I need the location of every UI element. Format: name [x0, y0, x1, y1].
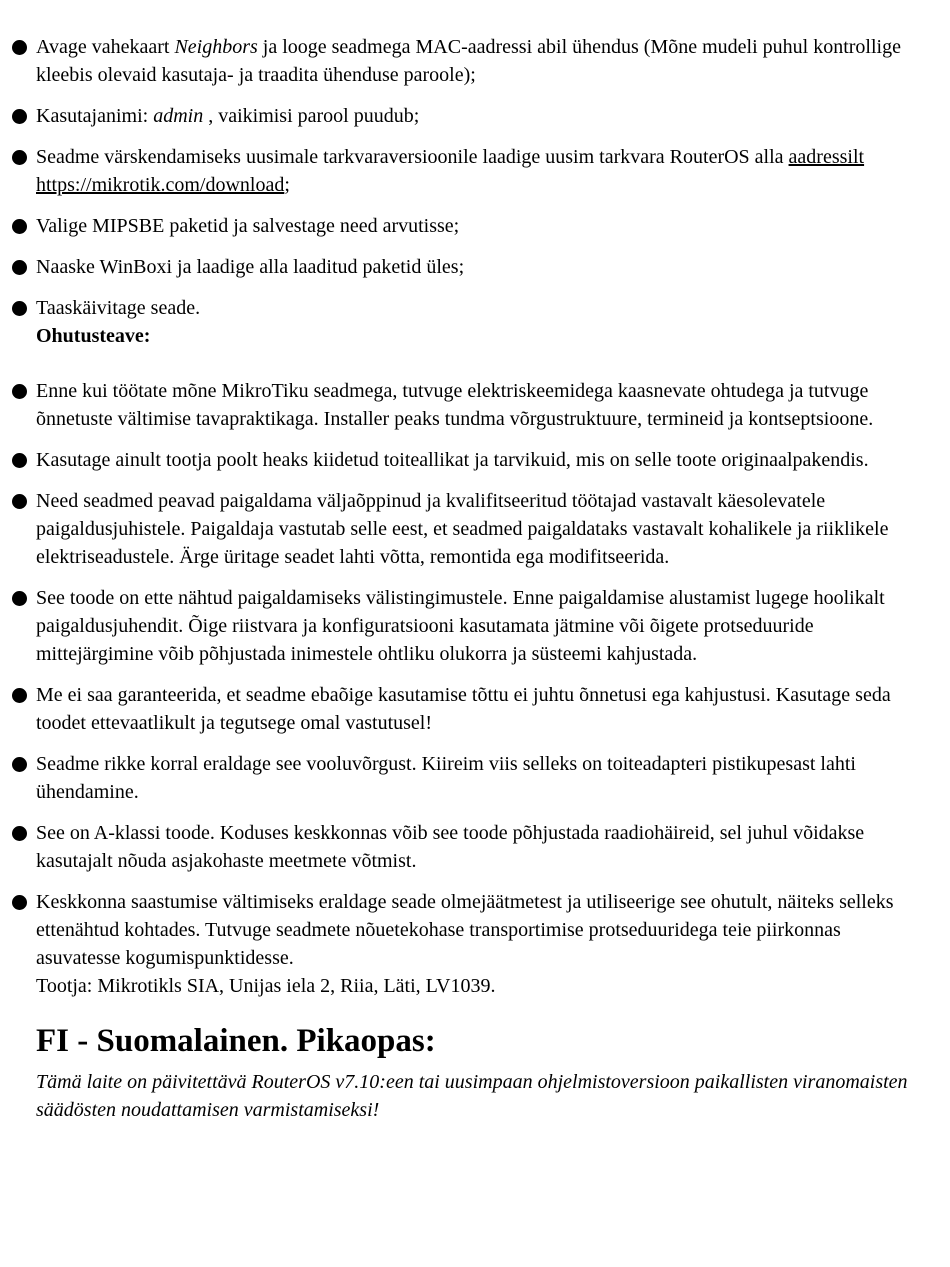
safety-heading: Ohutusteave: — [36, 325, 151, 347]
step-text: Valige MIPSBE paketid ja salvestage need arvutisse; — [36, 215, 460, 237]
bullet-icon — [12, 494, 27, 509]
bullet-icon — [12, 757, 27, 772]
safety-text: Kasutage ainult tootja poolt heaks kiidetud toiteallikat ja tarvikuid, mis on selle toote originaalpakendis. — [36, 449, 869, 471]
list-item — [0, 377, 950, 433]
step-text: Seadme värskendamiseks uusimale tarkvaraversioonile laadige uusim tarkvara RouterOS alla — [36, 146, 789, 168]
section-title: FI - Suomalainen. Pikaopas: — [36, 1023, 436, 1059]
safety-text: Me ei saa garanteerida, et seadme ebaõige kasutamise tõttu ei juhtu õnnetusi ega kahjustusi. Kasutage seda toodet ettevaatlikult ja tegutsege omal vastutusel! — [36, 684, 891, 734]
list-item — [0, 294, 950, 350]
list-item — [0, 819, 950, 875]
step-emphasis: Neighbors — [174, 36, 258, 58]
safety-text: Keskkonna saastumise vältimiseks eraldage seade olmejäätmetest ja utiliseerige see ohutult, näiteks selleks ettenähtud kohtades. Tutvuge seadmete nõuetekohase transportimise protseduuridega teie piirkonnas asuvatesse kogumispunktidesse. — [36, 891, 894, 969]
step-text: Avage vahekaart — [36, 36, 175, 58]
update-notice: Tämä laite on päivitettävä RouterOS v7.10:een tai uusimpaan ohjelmistoversioon paikallisten viranomaisten säädösten noudattamisen varmistamiseksi! — [36, 1071, 908, 1121]
bullet-icon — [12, 219, 27, 234]
bullet-icon — [12, 109, 27, 124]
spacer — [0, 363, 950, 377]
list-item — [0, 102, 950, 130]
step-text: Kasutajanimi: — [36, 105, 154, 127]
list-item — [0, 888, 950, 1000]
list-item — [0, 446, 950, 474]
download-link[interactable]: aadressilt https://mikrotik.com/download — [36, 146, 865, 196]
safety-list — [0, 377, 950, 1000]
bullet-icon — [12, 150, 27, 165]
bullet-icon — [12, 826, 27, 841]
step-text: Naaske WinBoxi ja laadige alla laaditud paketid üles; — [36, 256, 465, 278]
list-item — [0, 212, 950, 240]
manufacturer-address: Tootja: Mikrotikls SIA, Unijas iela 2, Riia, Läti, LV1039. — [36, 975, 496, 997]
list-item — [0, 253, 950, 281]
step-text: ja looge seadmega MAC-aadressi abil ühendus (Mõne mudeli puhul kontrollige kleebis olevaid kasutaja- ja traadita ühenduse paroole); — [36, 36, 901, 86]
list-item — [0, 750, 950, 806]
step-text: Taaskäivitage seade. — [36, 297, 201, 319]
list-item — [0, 584, 950, 668]
safety-text: Need seadmed peavad paigaldama väljaõppinud ja kvalifitseeritud töötajad vastavalt käesolevatele paigaldusjuhistele. Paigaldaja vastutab selle eest, et seadmed paigaldataks vastavalt kohalikele ja riiklikele elektriseadustele. Ärge üritage seadet lahti võtta, remontida ega modifitseerida. — [36, 490, 889, 568]
safety-text: See on A-klassi toode. Koduses keskkonnas võib see toode põhjustada raadiohäireid, sel juhul võidakse kasutajalt nõuda asjakohaste meetmete võtmist. — [36, 822, 865, 872]
safety-text: Seadme rikke korral eraldage see vooluvõrgust. Kiireim viis selleks on toiteadapteri pistikupesast lahti ühendamine. — [36, 753, 856, 803]
bullet-icon — [12, 384, 27, 399]
document-page — [0, 33, 950, 1124]
setup-steps-list — [0, 33, 950, 350]
step-text: , vaikimisi parool puudub; — [203, 105, 420, 127]
safety-text: See toode on ette nähtud paigaldamiseks välistingimustele. Enne paigaldamise alustamist lugege hoolikalt paigaldusjuhendit. Õige riistvara ja konfiguratsiooni kasutamata jätmine või õigete protseduuride mittejärgimine võib põhjustada inimestele ohtliku olukorra ja süsteemi kahjustada. — [36, 587, 885, 665]
bullet-icon — [12, 688, 27, 703]
bullet-icon — [12, 40, 27, 55]
bullet-icon — [12, 895, 27, 910]
bullet-icon — [12, 260, 27, 275]
list-item — [0, 487, 950, 571]
list-item — [0, 681, 950, 737]
bullet-icon — [12, 591, 27, 606]
list-item — [0, 33, 950, 89]
safety-text: Enne kui töötate mõne MikroTiku seadmega, tutvuge elektriskeemidega kaasnevate ohtudega ja tutvuge õnnetuste vältimise tavapraktikaga. Installer peaks tundma võrgustruktuure, termineid ja kontseptsioone. — [36, 380, 874, 430]
step-text: ; — [284, 174, 290, 196]
bullet-icon — [12, 301, 27, 316]
step-emphasis: admin — [153, 105, 204, 127]
bullet-icon — [12, 453, 27, 468]
list-item — [0, 143, 950, 199]
